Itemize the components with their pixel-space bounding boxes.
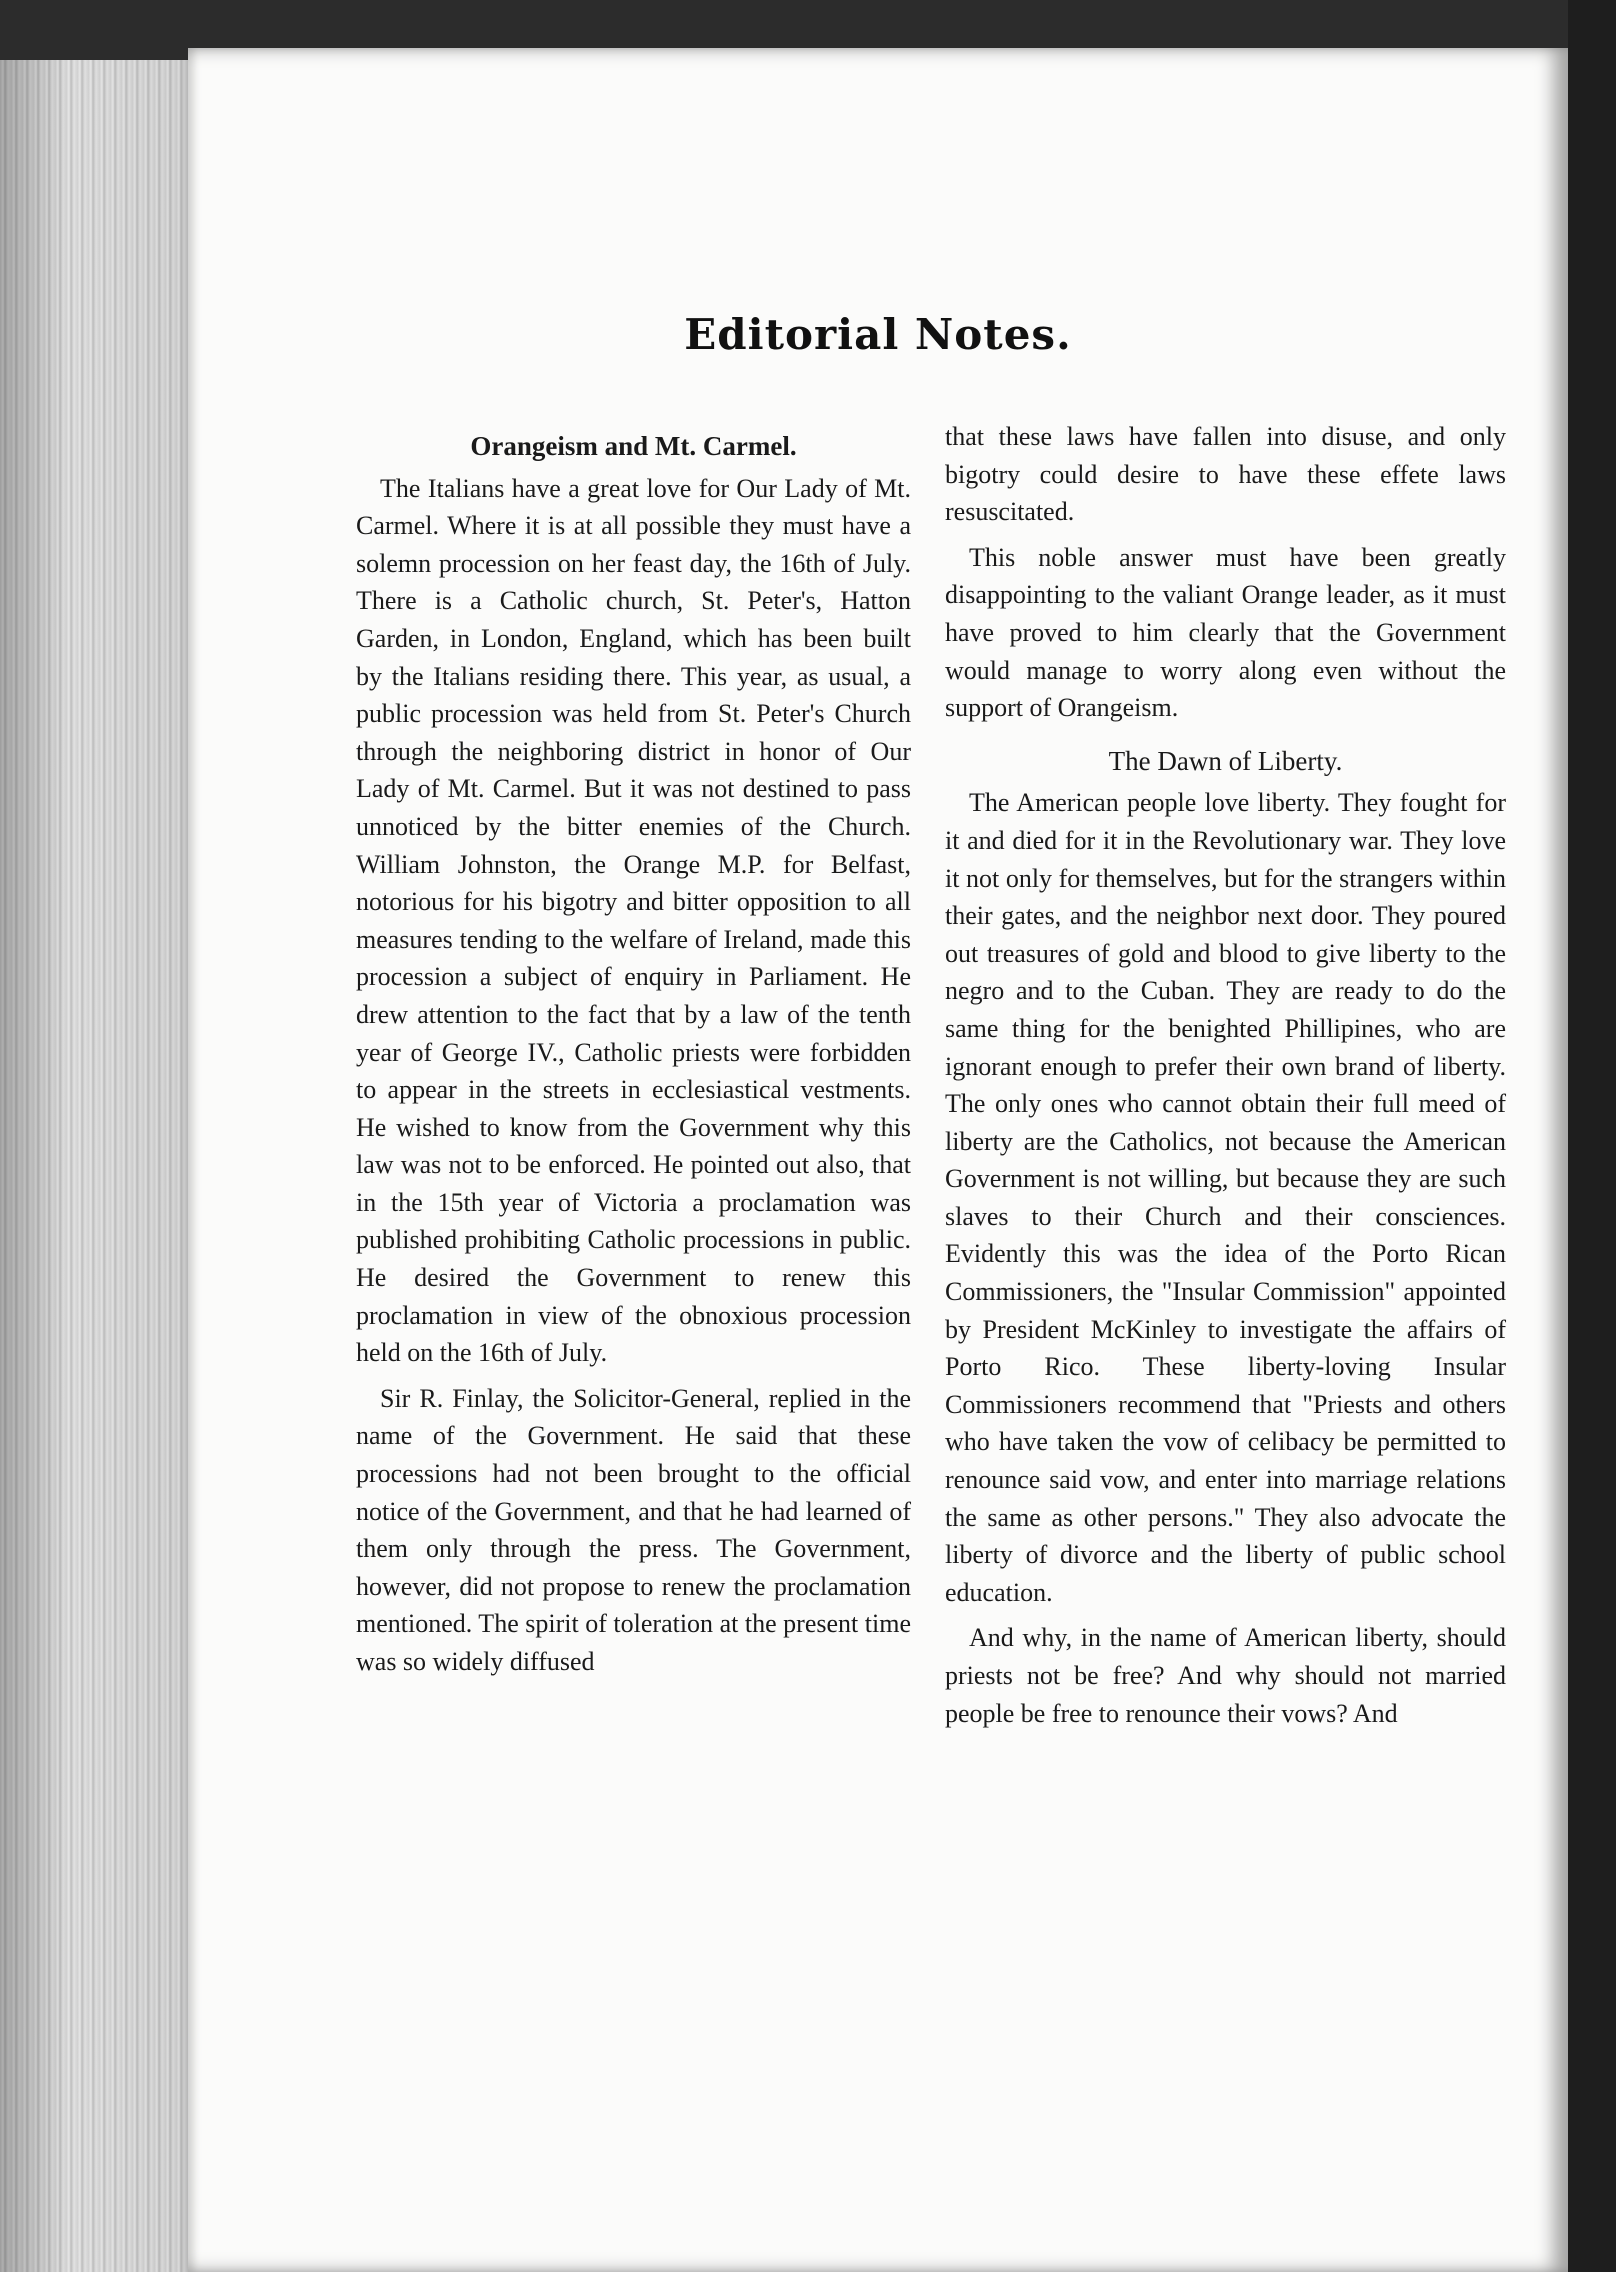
section-heading-orangeism: Orangeism and Mt. Carmel.	[470, 431, 797, 461]
book-edge-shading	[0, 60, 200, 2272]
paragraph: This noble answer must have been greatly disappointing to the valiant Orange leader, as it must have proved to him clearly that the Government would manage to worry along even without the support of Orangeism.	[945, 542, 1506, 723]
paragraph: The American people love liberty. They fought for it and died for it in the Revolutionary war. They love it not only for themselves, but for the strangers within their gates, and the neighbor next door. They poured out treasures of gold and blood to give liberty to the negro and to the Cuban. They are ready to do the same thing for the benighted Phillipines, who are ignorant enough to prefer their own brand of liberty. The only ones who cannot obtain their full meed of liberty are the Catholics, not because the American Government is not willing, but because they are such slaves to their Church and their consciences. Evidently this was the idea of the Porto Rican Commissioners, the "Insular Commission" appointed by President McKinley to investigate the affairs of Porto Rico. These liberty-loving Insular Commissioners recommend that "Priests and others who have taken the vow of celibacy be permitted to renounce said vow, and enter into marriage relations the same as other persons." They also advocate the liberty of divorce and the liberty of public school education.	[945, 788, 1506, 1607]
paragraph: And why, in the name of American liberty, should priests not be free? And why should not married people be free to renounce their vows? And	[945, 1623, 1506, 1728]
paragraph: The Italians have a great love for Our Lady of Mt. Carmel. Where it is at all possible they must have a solemn procession on her feast day, the 16th of July. There is a Catholic church, St. Peter's, Hatton Garden, in London, England, which has been built by the Italians residing there. This year, as usual, a public procession was held from St. Peter's Church through the neighboring district in honor of Our Lady of Mt. Carmel. But it was not destined to pass unnoticed by the bitter enemies of the Church. William Johnston, the Orange M.P. for Belfast, notorious for his bigotry and bitter opposition to all measures tending to the welfare of Ireland, made this procession a subject of enquiry in Parliament. He drew attention to the fact that by a law of the tenth year of George IV., Catholic priests were forbidden to appear in the streets in ecclesiastical vestments. He wished to know from the Government why this law was not to be enforced. He pointed out also, that in the 15th year of Victoria a proclamation was published prohibiting Catholic processions in public. He desired the Government to renew this proclamation in view of the obnoxious procession held on the 16th of July.	[356, 473, 911, 1368]
right-column	[945, 418, 1506, 1732]
page-title: Editorial Notes.	[684, 310, 1072, 359]
paragraph-continuation: that these laws have fallen into disuse, and only bigotry could desire to have these effete laws resuscitated.	[945, 422, 1506, 527]
scan-background-right	[1568, 0, 1616, 2272]
section-heading-dawn-of-liberty: The Dawn of Liberty.	[1108, 745, 1343, 776]
book-page	[188, 48, 1568, 2272]
left-column	[356, 428, 911, 1681]
paragraph: Sir R. Finlay, the Solicitor-General, replied in the name of the Government. He said that these processions had not been brought to the official notice of the Government, and that he had learned of them only through the press. The Government, however, did not propose to renew the proclamation mentioned. The spirit of toleration at the present time was so widely diffused	[356, 1383, 911, 1676]
